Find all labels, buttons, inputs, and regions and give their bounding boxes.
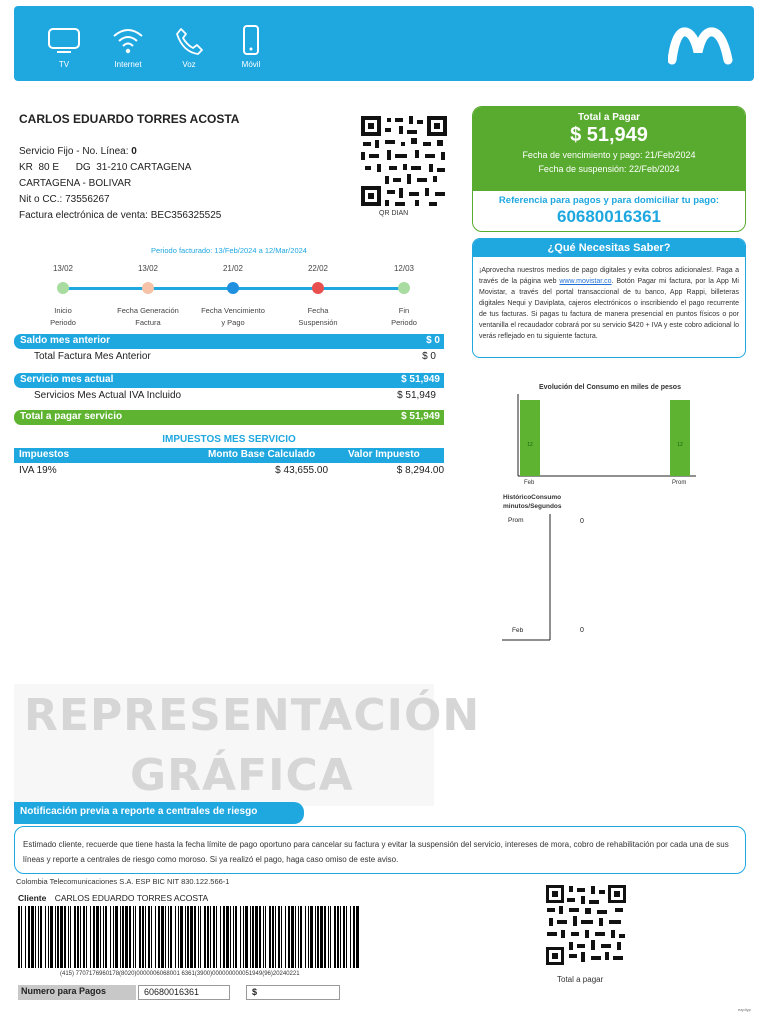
consumption-chart (510, 392, 700, 487)
chart-title: Evolución del Consumo en miles de pesos (539, 384, 681, 391)
timeline-date: 21/02 (222, 264, 244, 273)
numero-value: 60680016361 (138, 985, 230, 1000)
impuestos-header-col: Impuestos (19, 449, 70, 460)
watermark-line-1: REPRESENTACIÓN (24, 690, 481, 741)
servicio-value: $ 51,949 (401, 374, 440, 385)
total-amount: $ 51,949 (570, 124, 648, 146)
impuestos-header (14, 448, 444, 463)
due-date: Fecha de vencimiento y pago: 21/Feb/2024 (522, 150, 696, 160)
total-title: Total a Pagar (577, 112, 641, 123)
history-row-label: Prom (508, 517, 524, 524)
timeline-dot-end (398, 282, 410, 294)
history-row-label: Feb (512, 627, 524, 634)
servicios-iva-value: $ 51,949 (397, 390, 436, 401)
timeline-label: Fecha Generación Factura (117, 306, 179, 327)
wifi-icon (108, 24, 148, 58)
customer-name: CARLOS EDUARDO TORRES ACOSTA (19, 112, 240, 126)
tv-icon (44, 24, 84, 58)
qr-label: QR DIAN (379, 210, 409, 217)
chart-bar-prom (670, 400, 690, 476)
service-internet-label: Internet (114, 60, 142, 69)
chart-bar-label: 12 (527, 442, 533, 448)
impuestos-header-col: Monto Base Calculado (208, 449, 316, 460)
info-title: ¿Qué Necesitas Saber? (473, 239, 745, 257)
amount-field: $ (246, 985, 340, 1000)
info-box (472, 238, 746, 358)
timeline-dot-due (227, 282, 239, 294)
saldo-value: $ 0 (426, 335, 440, 346)
total-anterior-value: $ 0 (422, 351, 436, 362)
chart-tick-label: Feb (524, 480, 535, 486)
service-tv (42, 24, 86, 69)
service-line (19, 146, 137, 157)
notification-text: Estimado cliente, recuerde que tiene hasta la fecha límite de pago oportuno para cancelar su factura y evitar la suspensión del servicio, intereses de mora, cobro de rehabilitación por cada una de sus líneas y reporte a centrales de riesgo como moroso. Si ya realizó el pago, haga caso omiso de este aviso. (14, 826, 746, 874)
header-bar (14, 6, 754, 81)
barcode-text: (415) 7707176960178(8020)0000006068001 6361(3900)000000000051949(96)20240221 (60, 971, 300, 977)
cliente-value: CARLOS EDUARDO TORRES ACOSTA (54, 893, 209, 903)
timeline-date: 22/02 (307, 264, 329, 273)
impuestos-cell: $ 8,294.00 (396, 465, 444, 476)
timeline-dot-generation (142, 282, 154, 294)
chart-tick-label: Prom (672, 480, 687, 486)
impuestos-cell: $ 43,655.00 (275, 465, 328, 476)
info-text (473, 257, 745, 350)
address-line-1: KR 80 E DG 31-210 CARTAGENA (19, 162, 192, 173)
total-servicio-value: $ 51,949 (401, 411, 440, 422)
cliente-label: Cliente (18, 893, 47, 903)
reference-value: 60680016361 (556, 207, 661, 226)
payment-qr-icon (545, 884, 627, 966)
timeline-label: Inicio Periodo (50, 306, 76, 327)
total-header (473, 107, 745, 191)
timeline-date: 12/03 (393, 264, 415, 273)
address-line-2: CARTAGENA - BOLIVAR (19, 178, 132, 189)
total-servicio-label: Total a pagar servicio (20, 411, 123, 422)
info-text-2: . Botón Pagar mi factura, por la App Mi Movistar, a través del portal transaccional de tu banco, App Rappi, billeteras digitales Nequi y Daviplata, cajeros electrónicos o inscribiendo el pago recurrente de tus facturas. Si pagas tu factura de manera presencial en puntos físicos o por ventanilla el recaudador cobrará por su servicio $420 + IVA y este cobro adicional lo verás reflejado en tu siguiente factura. (479, 278, 739, 340)
notification-title: Notificación previa a reporte a centrales de riesgo (14, 802, 304, 824)
payment-barcode (18, 906, 362, 968)
total-pagar-label: Total a pagar (557, 975, 604, 984)
total-box (472, 106, 746, 232)
impuestos-cell: IVA 19% (19, 465, 57, 476)
service-internet (106, 24, 150, 69)
chart-bar-feb (520, 400, 540, 476)
watermark-line-2: GRÁFICA (130, 750, 354, 801)
timeline-label: Fin Periodo (391, 306, 417, 327)
service-movil (229, 24, 273, 69)
impuestos-title: IMPUESTOS MES SERVICIO (162, 434, 296, 445)
info-text-1: ¡Aprovecha nuestros medios de pago digitales y evita cobros adicionales!. Paga a través de la página web (479, 267, 739, 285)
barcode-stripe (356, 906, 359, 968)
service-voz-label: Voz (182, 60, 196, 69)
timeline-dot-suspension (312, 282, 324, 294)
timeline-dot-start (57, 282, 69, 294)
reference-label: Referencia para pagos y para domiciliar tu pago: (498, 195, 720, 206)
timeline-date: 13/02 (52, 264, 74, 273)
company-line: Colombia Telecomunicaciones S.A. ESP BIC NIT 830.122.566-1 (16, 877, 230, 886)
qr-dian-icon (359, 114, 449, 208)
chart-bar-label: 12 (677, 442, 683, 448)
saldo-label: Saldo mes anterior (20, 335, 111, 346)
service-line-label: Servicio Fijo - No. Línea: (19, 146, 129, 157)
tiny-code: ezp4yp (738, 1007, 751, 1012)
cliente-line (18, 893, 208, 903)
saldo-bar (14, 334, 444, 349)
servicios-iva-label: Servicios Mes Actual IVA Incluido (34, 390, 182, 401)
timeline-label: Fecha Suspensión (298, 306, 338, 327)
servicio-bar (14, 373, 444, 388)
service-movil-label: Móvil (241, 60, 261, 69)
numero-label: Numero para Pagos (18, 985, 136, 1000)
timeline-date: 13/02 (137, 264, 159, 273)
movistar-link[interactable]: www.movistar.co (559, 278, 612, 285)
movistar-logo-icon (668, 26, 738, 66)
history-row-value: 0 (580, 627, 584, 634)
impuestos-header-col: Valor Impuesto (348, 449, 420, 460)
timeline-label: Fecha Vencimiento y Pago (201, 306, 265, 327)
total-servicio-bar (14, 410, 444, 425)
service-voz (167, 24, 211, 69)
phone-icon (169, 24, 209, 58)
history-title: HistóricoConsumo minutos/Segundos (503, 494, 562, 510)
servicio-label: Servicio mes actual (20, 374, 114, 385)
billing-period: Periodo facturado: 13/Feb/2024 a 12/Mar/2024 (151, 246, 307, 255)
history-chart (502, 512, 612, 642)
service-line-value: 0 (131, 146, 137, 157)
invoice-number: Factura electrónica de venta: BEC356325525 (19, 210, 222, 221)
mobile-icon (231, 24, 271, 58)
suspension-date: Fecha de suspensión: 22/Feb/2024 (538, 164, 680, 174)
total-anterior-label: Total Factura Mes Anterior (34, 351, 151, 362)
nit: Nit o CC.: 73556267 (19, 194, 110, 205)
service-tv-label: TV (58, 60, 70, 69)
history-row-value: 0 (580, 518, 584, 525)
